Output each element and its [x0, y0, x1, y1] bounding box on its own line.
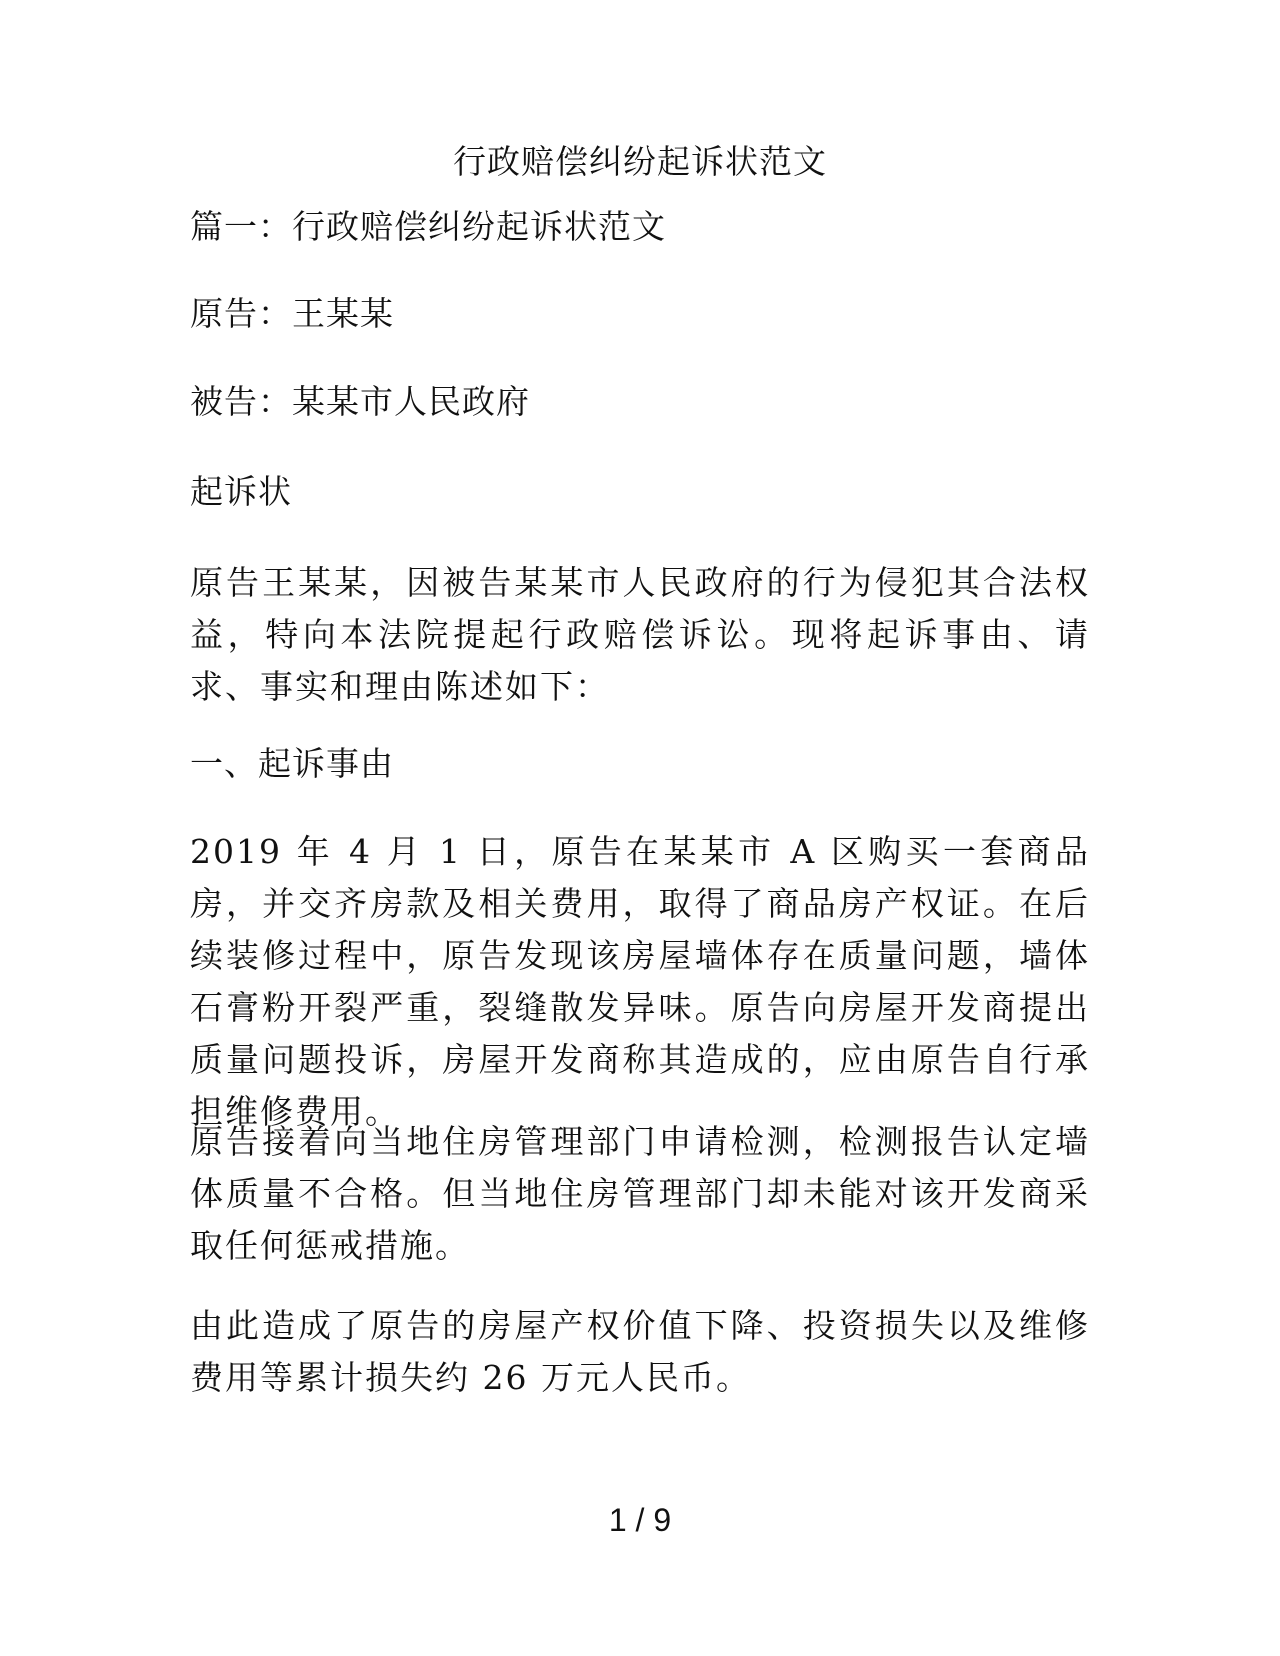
facts-paragraph-1: 2019 年 4 月 1 日，原告在某某市 A 区购买一套商品房，并交齐房款及相关费用，取得了商品房产权证。在后续装修过程中，原告发现该房屋墙体存在质量问题，墙体石膏粉开裂严重，裂缝散发异味。原告向房屋开发商提出质量问题投诉，房屋开发商称其造成的，应由原告自行承担维修费用。 — [190, 832, 1090, 1131]
plaintiff-line: 原告：王某某 — [190, 294, 394, 333]
defendant-line: 被告：某某市人民政府 — [190, 382, 530, 421]
heading-one: 一、起诉事由 — [190, 744, 394, 783]
section-heading: 篇一：行政赔偿纠纷起诉状范文 — [190, 207, 666, 246]
doc-type-heading: 起诉状 — [190, 472, 292, 511]
facts-paragraph-3: 由此造成了原告的房屋产权价值下降、投资损失以及维修费用等累计损失约 26 万元人民币。 — [190, 1306, 1090, 1397]
intro-paragraph: 原告王某某，因被告某某市人民政府的行为侵犯其合法权益，特向本法院提起行政赔偿诉讼。现将起诉事由、请求、事实和理由陈述如下： — [190, 563, 1090, 706]
facts-paragraph-2: 原告接着向当地住房管理部门申请检测，检测报告认定墙体质量不合格。但当地住房管理部门却未能对该开发商采取任何惩戒措施。 — [190, 1122, 1090, 1265]
document-title: 行政赔偿纠纷起诉状范文 — [453, 142, 827, 181]
page-indicator: 1 / 9 — [608, 1502, 672, 1538]
